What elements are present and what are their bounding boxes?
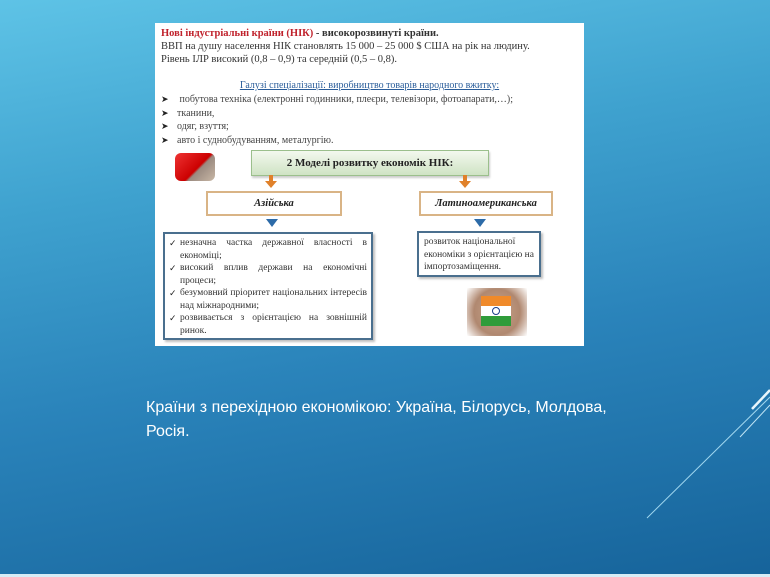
list-item: ➤ авто і суднобудуванням, металургію. [161, 134, 334, 146]
gdp-line: ВВП на душу населення НІК становлять 15 000 – 25 000 $ США на рік на людину. [161, 41, 530, 52]
latin-american-model-description: розвиток національної економіки з орієнтацією на імпортозаміщення. [417, 231, 541, 277]
nic-title-line [161, 28, 439, 39]
slide-picture [155, 23, 584, 346]
latin-american-model-box: Латиноамериканська [419, 191, 553, 216]
specialization-list [161, 93, 513, 147]
arrow-bullet-icon: ➤ [161, 107, 169, 118]
red-decorative-image [175, 153, 215, 181]
check-icon: ✓ [169, 288, 177, 298]
nic-title-rest: - високорозвинуті країни. [313, 28, 439, 39]
transition-economies-caption: Країни з перехідною економікою: Україна, Білорусь, Молдова, Росія. [146, 399, 607, 440]
list-item: ➤ побутова техніка (електронні годинники, плеєри, телевізори, фотоапарати,…); [161, 94, 514, 105]
check-icon: ✓ [169, 238, 177, 248]
arrow-bullet-icon: ➤ [161, 134, 169, 145]
check-icon: ✓ [169, 263, 177, 273]
list-item: ✓ незначна частка державної власності в економіці; [169, 238, 367, 261]
list-item: ✓ безумовний пріоритет національних інтересів над міжнародними; [169, 288, 367, 311]
list-item: ➤ тканини, [161, 107, 215, 119]
specialization-heading: Галузі спеціалізації: виробництво товарів народного вжитку: [239, 80, 500, 91]
chevron-down-icon [266, 219, 278, 227]
check-icon: ✓ [169, 313, 177, 323]
models-title-box: 2 Моделі розвитку економік НІК: [251, 150, 489, 176]
india-flag-map-image [467, 288, 527, 336]
arrow-bullet-icon: ➤ [161, 121, 169, 131]
list-item: ✓ розвивається з орієнтацією на зовнішній ринок. [169, 313, 367, 336]
orange-arrow-down-icon [459, 181, 471, 188]
arrow-bullet-icon: ➤ [161, 94, 169, 104]
india-flag-icon [481, 296, 511, 326]
list-item: ➤ одяг, взуття; [161, 121, 229, 132]
orange-arrow-down-icon [265, 181, 277, 188]
nic-title-red: Нові індустріальні країни (НІК) [161, 28, 314, 39]
list-item: ✓ високий вплив держави на економічні процеси; [169, 263, 367, 286]
hdi-line: Рівень ІЛР високий (0,8 – 0,9) та середній (0,5 – 0,8). [161, 54, 397, 65]
asian-model-box: Азійська [206, 191, 342, 216]
asian-model-points [163, 232, 373, 340]
chevron-down-icon [474, 219, 486, 227]
